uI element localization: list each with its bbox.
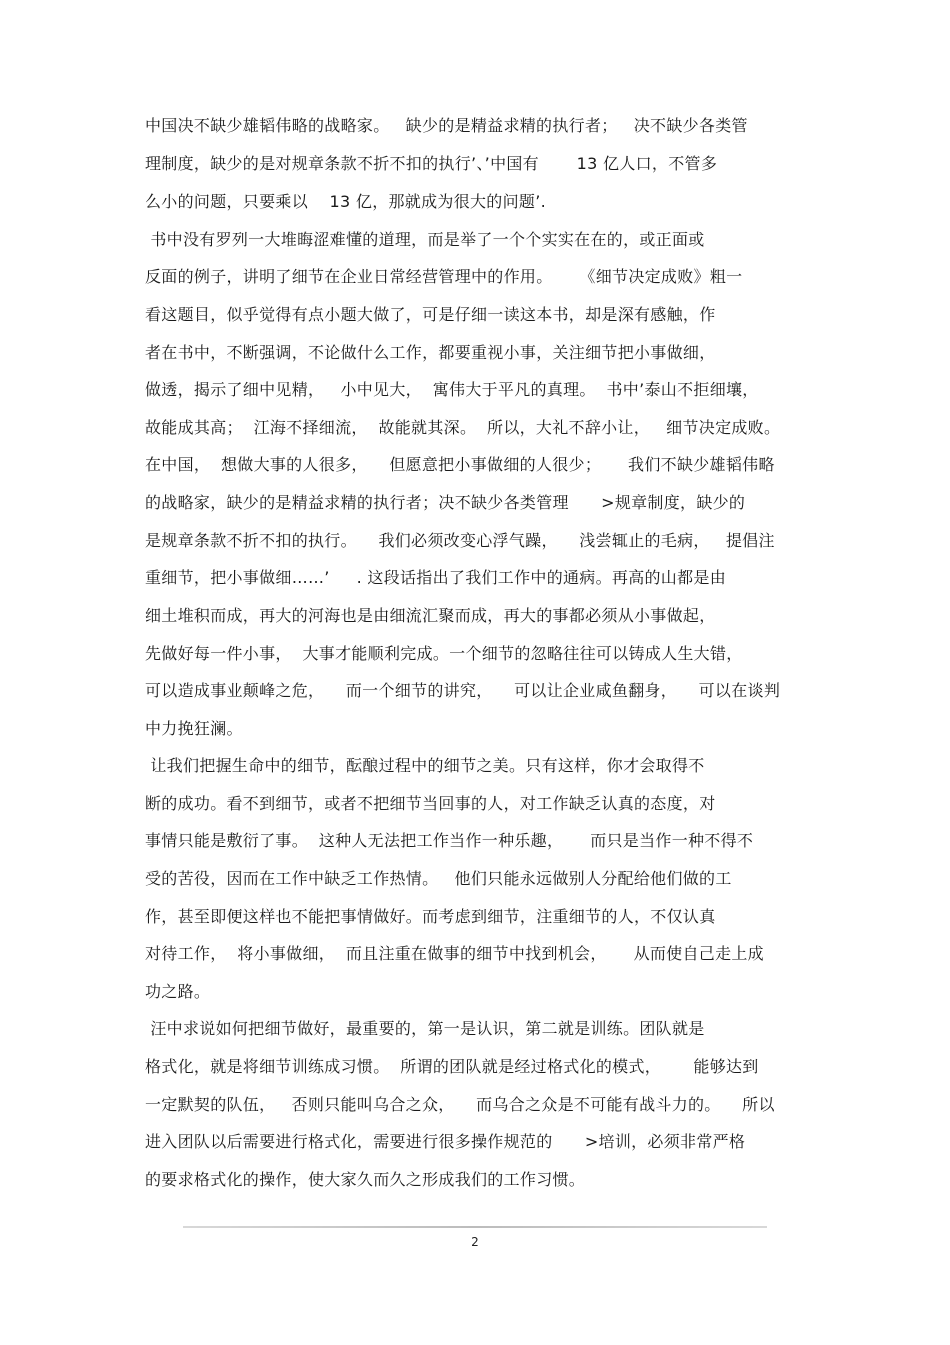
text-line: 做透，揭示了细中见精， 小中见大， 寓伟大于平凡的真理。 书中’泰山不拒细壤， [145, 380, 759, 399]
text-line: 的要求格式化的操作，使大家久而久之形成我们的工作习惯。 [145, 1170, 586, 1189]
text-line: 么小的问题，只要乘以 13 亿，那就成为很大的问题’. [145, 192, 546, 211]
text-line: 一定默契的队伍， 否则只能叫乌合之众， 而乌合之众是不可能有战斗力的。 所以 [145, 1095, 775, 1114]
text-line: 进入团队以后需要进行格式化，需要进行很多操作规范的 >培训，必须非常严格 [145, 1132, 746, 1151]
text-line: 的战略家，缺少的是精益求精的执行者；决不缺少各类管理 >规章制度，缺少的 [145, 493, 746, 512]
text-line: 重细节，把小事做细……’ . 这段话指出了我们工作中的通病。再高的山都是由 [145, 568, 726, 587]
text-line: 功之路。 [145, 982, 211, 1001]
text-line: 理制度，缺少的是对规章条款不折不扣的执行’、’中国有 13 亿人口，不管多 [145, 154, 718, 173]
text-line: 断的成功。看不到细节，或者不把细节当回事的人，对工作缺乏认真的态度，对 [145, 794, 716, 813]
text-line: 格式化，就是将细节训练成习惯。 所谓的团队就是经过格式化的模式， 能够达到 [145, 1057, 759, 1076]
text-line: 可以造成事业颠峰之危， 而一个细节的讲究， 可以让企业咸鱼翻身， 可以在谈判 [145, 681, 781, 700]
text-line: 故能成其高； 江海不择细流， 故能就其深。 所以，大礼不辞小让， 细节决定成败。 [145, 418, 781, 437]
text-line: 反面的例子，讲明了细节在企业日常经营管理中的作用。 《细节决定成败》粗一 [145, 267, 743, 286]
text-line: 让我们把握生命中的细节，酝酿过程中的细节之美。只有这样，你才会取得不 [145, 756, 705, 775]
page-number: 2 [471, 1235, 479, 1249]
text-line: 者在书中，不断强调，不论做什么工作，都要重视小事，关注细节把小事做细， [145, 343, 716, 362]
text-line: 细土堆积而成，再大的河海也是由细流汇聚而成，再大的事都必须从小事做起， [145, 606, 716, 625]
text-line: 事情只能是敷衍了事。 这种人无法把工作当作一种乐趣， 而只是当作一种不得不 [145, 831, 754, 850]
text-line: 中力挽狂澜。 [145, 719, 243, 738]
text-line: 受的苦役，因而在工作中缺乏工作热情。 他们只能永远做别人分配给他们做的工 [145, 869, 732, 888]
text-line: 先做好每一件小事， 大事才能顺利完成。一个细节的忽略往往可以铸成人生大错， [145, 644, 743, 663]
text-line: 作，甚至即便这样也不能把事情做好。而考虑到细节，注重细节的人，不仅认真 [145, 907, 716, 926]
text-line: 书中没有罗列一大堆晦涩难懂的道理，而是举了一个个实实在在的，或正面或 [145, 230, 705, 249]
text-line: 看这题目，似乎觉得有点小题大做了，可是仔细一读这本书，却是深有感触，作 [145, 305, 716, 324]
text-line: 是规章条款不折不扣的执行。 我们必须改变心浮气躁， 浅尝辄止的毛病， 提倡注 [145, 531, 775, 550]
text-line: 汪中求说如何把细节做好，最重要的，第一是认识，第二就是训练。团队就是 [145, 1019, 705, 1038]
text-line: 对待工作， 将小事做细， 而且注重在做事的细节中找到机会， 从而使自己走上成 [145, 944, 764, 963]
text-line: 在中国， 想做大事的人很多， 但愿意把小事做细的人很少； 我们不缺少雄韬伟略 [145, 455, 775, 474]
footer-divider [183, 1226, 767, 1228]
text-line: 中国决不缺少雄韬伟略的战略家。 缺少的是精益求精的执行者； 决不缺少各类管 [145, 116, 748, 135]
